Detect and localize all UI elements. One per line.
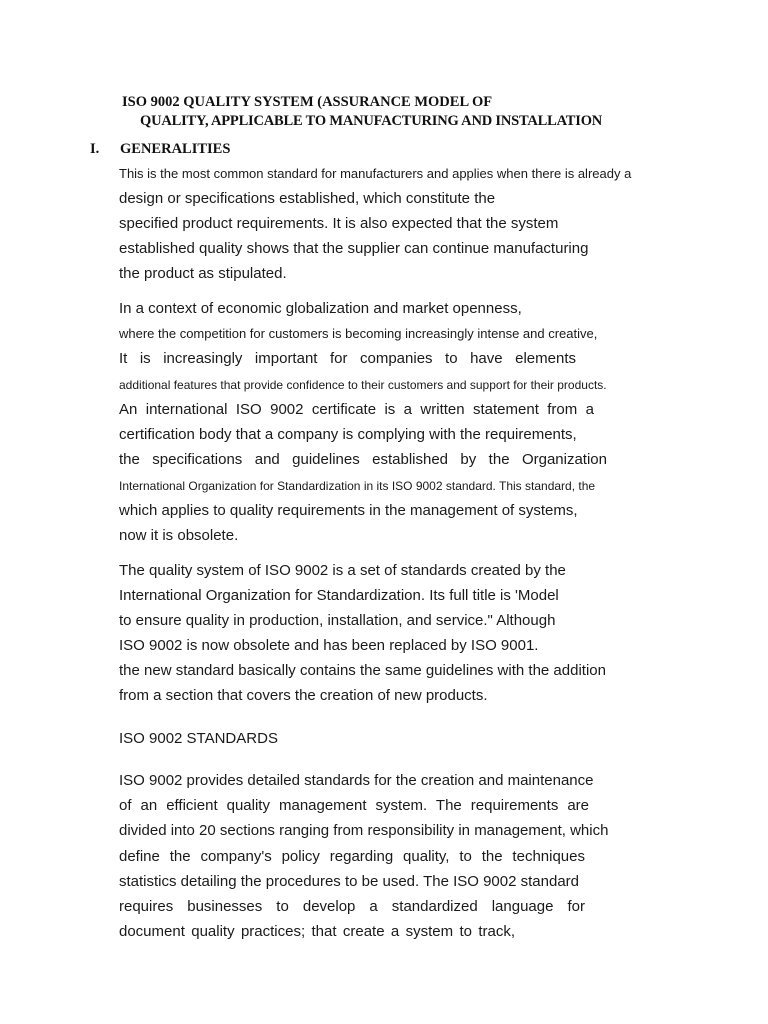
paragraph-4-line-6: requires businesses to develop a standardized language for: [119, 898, 585, 915]
paragraph-3-line-5: the new standard basically contains the same guidelines with the addition: [119, 662, 606, 679]
paragraph-2-line-9: which applies to quality requirements in the management of systems,: [119, 502, 578, 519]
paragraph-1-line-1: This is the most common standard for manufacturers and applies when there is already a: [119, 166, 632, 181]
paragraph-3-line-3: to ensure quality in production, installation, and service." Although: [119, 612, 556, 629]
paragraph-1-line-5: the product as stipulated.: [119, 265, 287, 282]
section-heading: GENERALITIES: [120, 141, 231, 157]
subheading: ISO 9002 STANDARDS: [119, 730, 278, 747]
paragraph-3-line-6: from a section that covers the creation of new products.: [119, 687, 488, 704]
paragraph-2-line-2: where the competition for customers is becoming increasingly intense and creative,: [119, 326, 598, 341]
paragraph-2-line-1: In a context of economic globalization and market openness,: [119, 300, 522, 317]
paragraph-3-line-2: International Organization for Standardization. Its full title is 'Model: [119, 587, 559, 604]
paragraph-2-line-3: It is increasingly important for companies to have elements: [119, 350, 576, 367]
paragraph-1-line-3: specified product requirements. It is also expected that the system: [119, 215, 559, 232]
paragraph-2-line-4: additional features that provide confidence to their customers and support for their products.: [119, 378, 607, 392]
section-number: I.: [90, 141, 100, 157]
document-title-line-1: ISO 9002 QUALITY SYSTEM (ASSURANCE MODEL OF: [122, 94, 493, 110]
paragraph-3-line-4: ISO 9002 is now obsolete and has been replaced by ISO 9001.: [119, 637, 539, 654]
paragraph-1-line-4: established quality shows that the supplier can continue manufacturing: [119, 240, 589, 257]
document-title-line-2: QUALITY, APPLICABLE TO MANUFACTURING AND INSTALLATION: [140, 113, 603, 129]
paragraph-2-line-5: An international ISO 9002 certificate is a written statement from a: [119, 401, 594, 418]
paragraph-2-line-8: International Organization for Standardization in its ISO 9002 standard. This standard, the: [119, 479, 596, 493]
paragraph-2-line-7: the specifications and guidelines established by the Organization: [119, 451, 607, 468]
paragraph-4-line-7: document quality practices; that create a system to track,: [119, 923, 515, 940]
paragraph-2-line-6: certification body that a company is complying with the requirements,: [119, 426, 577, 443]
paragraph-2-line-10: now it is obsolete.: [119, 527, 239, 544]
paragraph-1-line-2: design or specifications established, which constitute the: [119, 190, 496, 207]
paragraph-4-line-3: divided into 20 sections ranging from responsibility in management, which: [119, 822, 609, 839]
paragraph-4-line-2: of an efficient quality management system. The requirements are: [119, 797, 589, 814]
paragraph-4-line-5: statistics detailing the procedures to be used. The ISO 9002 standard: [119, 873, 580, 890]
paragraph-4-line-1: ISO 9002 provides detailed standards for the creation and maintenance: [119, 772, 594, 789]
paragraph-4-line-4: define the company's policy regarding quality, to the techniques: [119, 848, 585, 865]
paragraph-3-line-1: The quality system of ISO 9002 is a set of standards created by the: [119, 562, 566, 579]
